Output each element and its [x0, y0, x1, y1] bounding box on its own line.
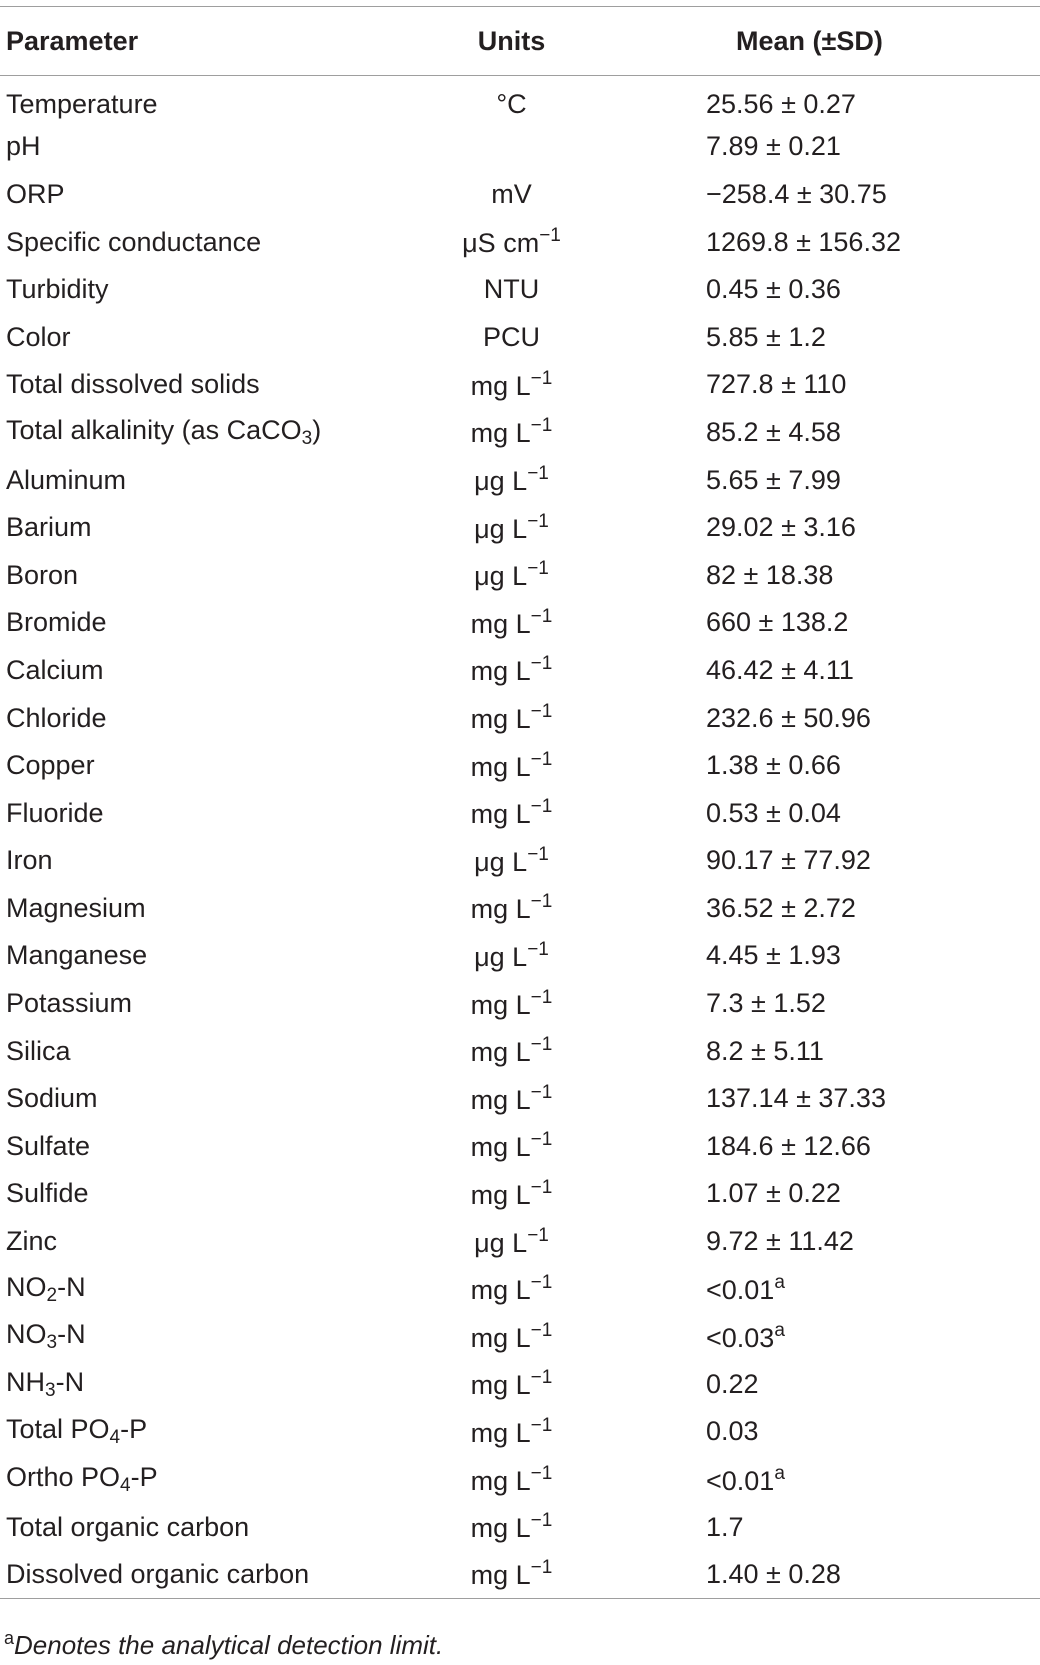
footnote-mark: a	[4, 1628, 15, 1648]
units-cell: mg $L^{-1}$	[470, 986, 553, 1020]
table-row	[0, 1123, 1040, 1171]
mean-cell: 660 ± 138.2	[706, 607, 849, 638]
header-mean: Mean (±SD)	[736, 25, 883, 56]
units-cell: mg $L^{-1}$	[470, 1081, 553, 1115]
table-row	[0, 694, 1040, 742]
mean-cell: −258.4 ± 30.75	[706, 178, 887, 209]
parameter-cell: Temperature	[6, 89, 158, 120]
table-row	[0, 1313, 1040, 1361]
mean-cell: 5.65 ± 7.99	[706, 464, 841, 495]
units-cell: μg $L^{-1}$	[474, 938, 549, 972]
units-cell: mg $L^{-1}$	[470, 1034, 553, 1068]
parameter-cell: $NO_3-N$	[6, 1319, 86, 1354]
parameter-cell: Total alkalinity (as CaCO$_3$)	[6, 414, 322, 449]
table-row	[0, 1027, 1040, 1075]
parameter-cell: Aluminum	[6, 464, 127, 495]
parameter-cell: Ortho $PO_4-P$	[6, 1462, 158, 1497]
table-row	[0, 123, 1040, 171]
units-cell: mg $L^{-1}$	[470, 796, 553, 830]
units-cell: mg $L^{-1}$	[470, 367, 553, 401]
table-row	[0, 76, 1040, 124]
mean-cell: 727.8 ± 110	[706, 369, 847, 400]
units-cell: mg $L^{-1}$	[470, 653, 553, 687]
table-row	[0, 1075, 1040, 1123]
units-cell: μg $L^{-1}$	[474, 843, 549, 877]
table-row	[0, 599, 1040, 647]
mean-cell: <0.03a	[706, 1319, 785, 1353]
units-cell: μg $L^{-1}$	[474, 463, 549, 497]
mean-cell: <0.01a	[706, 1272, 785, 1306]
parameter-cell: Total organic carbon	[6, 1511, 250, 1542]
header-parameter: Parameter	[6, 25, 139, 56]
table-row	[0, 504, 1040, 552]
parameter-cell: Calcium	[6, 654, 104, 685]
footnote	[4, 1628, 443, 1661]
mean-cell: 29.02 ± 3.16	[706, 512, 856, 543]
parameter-cell: $NH_3-N$	[6, 1366, 85, 1401]
parameter-cell: Potassium	[6, 988, 133, 1019]
parameter-cell: Iron	[6, 845, 53, 876]
table-row	[0, 1456, 1040, 1504]
mean-cell: 9.72 ± 11.42	[706, 1226, 854, 1257]
parameter-cell: Zinc	[6, 1226, 58, 1257]
mean-cell: 4.45 ± 1.93	[706, 940, 841, 971]
mean-cell: 82 ± 18.38	[706, 559, 834, 590]
parameter-cell: Bromide	[6, 607, 107, 638]
mean-cell: 90.17 ± 77.92	[706, 845, 871, 876]
units-cell: mg $L^{-1}$	[470, 1367, 553, 1401]
parameter-cell: Sodium	[6, 1083, 98, 1114]
mean-cell: 7.3 ± 1.52	[706, 988, 826, 1019]
table-row	[0, 456, 1040, 504]
parameter-cell: Chloride	[6, 702, 107, 733]
table-row	[0, 789, 1040, 837]
mean-cell: 1269.8 ± 156.32	[706, 226, 901, 257]
parameter-cell: Magnesium	[6, 892, 146, 923]
parameter-cell: Total dissolved solids	[6, 369, 260, 400]
mean-cell: 85.2 ± 4.58	[706, 416, 841, 447]
table-row	[0, 980, 1040, 1028]
parameter-cell: $NO_2-N$	[6, 1271, 86, 1306]
table-row	[0, 932, 1040, 980]
mean-cell: 184.6 ± 12.66	[706, 1130, 871, 1161]
mean-cell: 137.14 ± 37.33	[706, 1083, 886, 1114]
parameter-cell: Turbidity	[6, 274, 109, 305]
parameter-cell: Total $PO_4-P$	[6, 1414, 148, 1449]
water-quality-table	[0, 6, 1040, 1599]
header-units: Units	[477, 25, 546, 56]
mean-cell: 36.52 ± 2.72	[706, 892, 856, 923]
mean-cell: 5.85 ± 1.2	[706, 321, 826, 352]
table-row	[0, 1361, 1040, 1409]
units-cell: μS $cm^{-1}$	[462, 225, 561, 259]
units-cell: mg $L^{-1}$	[470, 1272, 553, 1306]
units-cell: mg $L^{-1}$	[470, 891, 553, 925]
parameter-cell: pH	[6, 131, 41, 162]
mean-cell: <0.01a	[706, 1462, 785, 1496]
parameter-cell: Specific conductance	[6, 226, 262, 257]
parameter-cell: Boron	[6, 559, 79, 590]
footnote-text: Denotes the analytical detection limit.	[14, 1630, 444, 1660]
table-body	[0, 76, 1040, 1599]
header-row	[0, 7, 1040, 76]
table-row	[0, 1408, 1040, 1456]
table-row	[0, 218, 1040, 266]
parameter-cell: ORP	[6, 178, 65, 209]
units-cell: mg $L^{-1}$	[470, 748, 553, 782]
table-row	[0, 409, 1040, 457]
units-cell: mV	[491, 178, 532, 209]
parameter-cell: Copper	[6, 750, 95, 781]
table-row	[0, 742, 1040, 790]
units-cell	[410, 123, 620, 171]
mean-cell: 1.38 ± 0.66	[706, 750, 841, 781]
units-cell: mg $L^{-1}$	[470, 415, 553, 449]
mean-cell: 0.53 ± 0.04	[706, 797, 841, 828]
table-row	[0, 266, 1040, 314]
mean-cell: 25.56 ± 0.27	[706, 89, 856, 120]
mean-cell: 46.42 ± 4.11	[706, 654, 854, 685]
parameter-cell: Manganese	[6, 940, 148, 971]
table-row	[0, 313, 1040, 361]
parameter-cell: Dissolved organic carbon	[6, 1558, 310, 1589]
mean-cell: 0.22	[706, 1368, 759, 1399]
units-cell: mg $L^{-1}$	[470, 1176, 553, 1210]
units-cell: mg $L^{-1}$	[470, 1510, 553, 1544]
units-cell: PCU	[482, 321, 540, 352]
units-cell: mg $L^{-1}$	[470, 1319, 553, 1353]
units-cell: mg $L^{-1}$	[470, 605, 553, 639]
mean-cell: 0.45 ± 0.36	[706, 274, 841, 305]
parameter-cell: Barium	[6, 512, 92, 543]
mean-cell: 1.7	[706, 1511, 744, 1542]
units-cell: mg $L^{-1}$	[470, 701, 553, 735]
units-cell: mg $L^{-1}$	[470, 1414, 553, 1448]
table-row	[0, 1170, 1040, 1218]
units-cell: mg $L^{-1}$	[470, 1557, 553, 1591]
table-row	[0, 361, 1040, 409]
mean-cell: 7.89 ± 0.21	[706, 131, 841, 162]
table-row	[0, 885, 1040, 933]
table-row	[0, 551, 1040, 599]
parameter-cell: Fluoride	[6, 797, 104, 828]
parameter-cell: Silica	[6, 1035, 71, 1066]
table-row	[0, 1218, 1040, 1266]
table-row	[0, 837, 1040, 885]
table-header	[0, 7, 1040, 76]
units-cell: NTU	[483, 274, 540, 305]
table-row	[0, 171, 1040, 219]
parameter-cell: Sulfide	[6, 1178, 89, 1209]
parameter-cell: Sulfate	[6, 1130, 91, 1161]
units-cell: μg $L^{-1}$	[474, 558, 549, 592]
parameter-cell: Color	[6, 321, 71, 352]
units-cell: mg $L^{-1}$	[470, 1462, 553, 1496]
mean-cell: 1.07 ± 0.22	[706, 1178, 841, 1209]
units-cell: μg $L^{-1}$	[474, 510, 549, 544]
mean-cell: 0.03	[706, 1416, 759, 1447]
units-cell: °C	[496, 89, 527, 120]
table-row	[0, 1551, 1040, 1599]
table-row	[0, 1265, 1040, 1313]
table-row	[0, 1503, 1040, 1551]
units-cell: mg $L^{-1}$	[470, 1129, 553, 1163]
mean-cell: 1.40 ± 0.28	[706, 1558, 841, 1589]
units-cell: μg $L^{-1}$	[474, 1224, 549, 1258]
mean-cell: 232.6 ± 50.96	[706, 702, 871, 733]
table-row	[0, 647, 1040, 695]
mean-cell: 8.2 ± 5.11	[706, 1035, 824, 1066]
